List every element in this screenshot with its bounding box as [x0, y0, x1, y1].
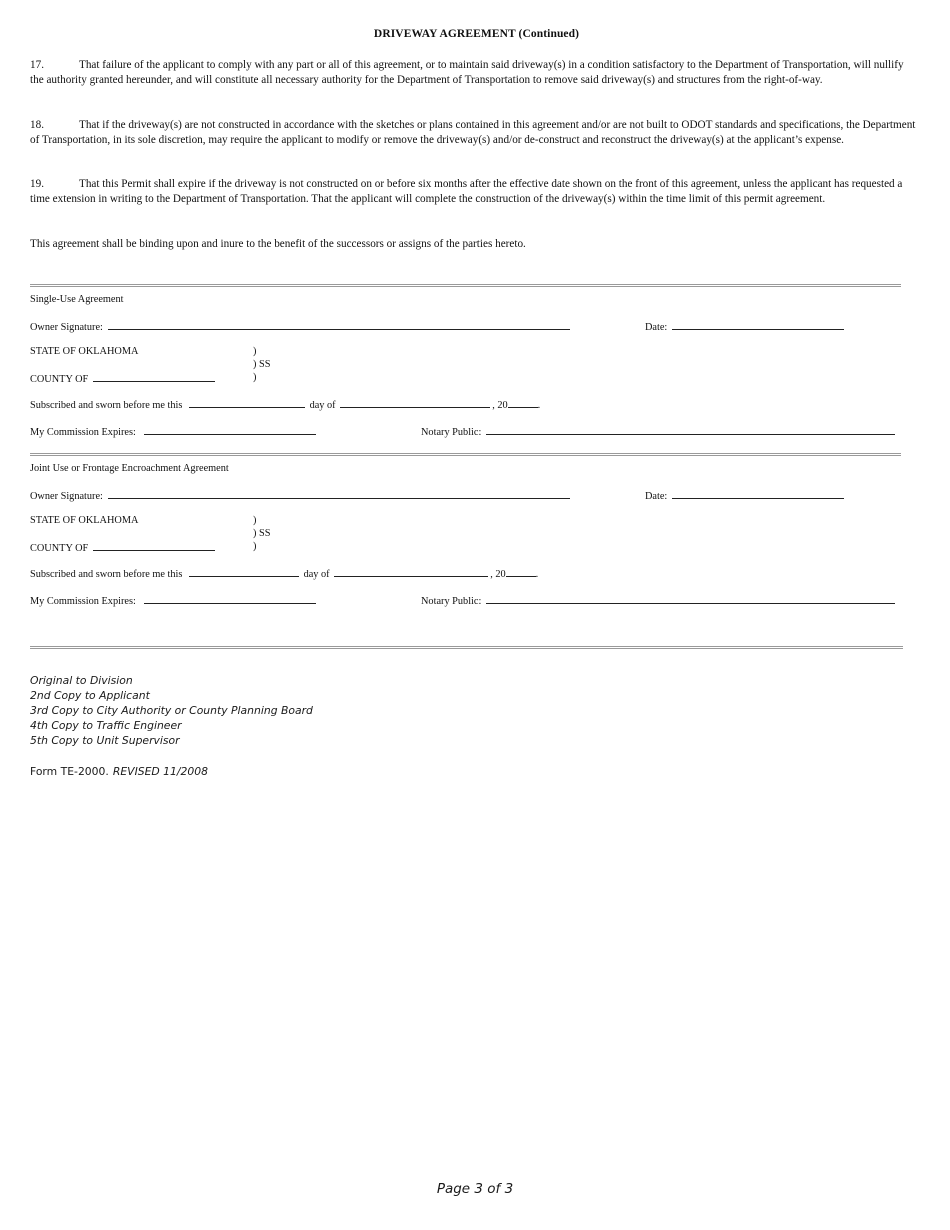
distribution-item: 2nd Copy to Applicant — [30, 689, 150, 702]
year-suffix: . — [537, 400, 541, 411]
subscribed-year-field[interactable] — [508, 397, 538, 408]
page-number: Page 3 of 3 — [436, 1181, 514, 1197]
county-row — [30, 371, 217, 386]
section-divider — [30, 453, 901, 456]
commission-label: My Commission Expires: — [30, 596, 136, 607]
county-field[interactable] — [93, 371, 215, 382]
date-row — [645, 319, 846, 334]
notary-row — [421, 593, 897, 608]
date-row — [645, 488, 846, 503]
ss-label: ) SS — [253, 359, 271, 370]
paragraph-number: 18. — [30, 119, 44, 131]
section-heading-single-use: Single-Use Agreement — [30, 294, 124, 305]
date-label: Date: — [645, 491, 668, 502]
paren-top: ) — [253, 515, 257, 526]
distribution-item: Original to Division — [30, 674, 133, 687]
county-field[interactable] — [93, 540, 215, 551]
notary-label: Notary Public: — [421, 596, 482, 607]
binding-clause: This agreement shall be binding upon and inure to the benefit of the successors or assigns of the parties hereto. — [30, 238, 526, 250]
section-heading-joint-use: Joint Use or Frontage Encroachment Agreement — [30, 463, 229, 474]
paragraph-17 — [30, 58, 916, 88]
notary-public-field[interactable] — [486, 593, 895, 604]
distribution-item: 3rd Copy to City Authority or County Planning Board — [30, 704, 313, 717]
distribution-item: 4th Copy to Traffic Engineer — [30, 719, 182, 732]
section-divider — [30, 284, 901, 287]
commission-row — [30, 593, 318, 608]
state-label: STATE OF OKLAHOMA — [30, 515, 139, 526]
county-row — [30, 540, 217, 555]
subscribed-row — [30, 566, 538, 581]
date-field[interactable] — [672, 319, 844, 330]
distribution-item: 5th Copy to Unit Supervisor — [30, 734, 180, 747]
distribution-list — [30, 673, 313, 748]
commission-expires-field[interactable] — [144, 593, 316, 604]
notary-label: Notary Public: — [421, 427, 482, 438]
form-revision: REVISED 11/2008 — [112, 765, 209, 778]
subscribed-label: Subscribed and sworn before me this — [30, 569, 183, 580]
day-of-label: day of — [309, 400, 336, 411]
county-label: COUNTY OF — [30, 543, 89, 554]
subscribed-day-field[interactable] — [189, 397, 305, 408]
year-prefix: , 20 — [492, 400, 508, 411]
county-label: COUNTY OF — [30, 374, 89, 385]
owner-signature-field[interactable] — [108, 488, 570, 499]
commission-label: My Commission Expires: — [30, 427, 136, 438]
date-label: Date: — [645, 322, 668, 333]
paren-bottom: ) — [253, 541, 257, 552]
paren-top: ) — [253, 346, 257, 357]
owner-signature-row — [30, 319, 572, 334]
form-identifier — [30, 765, 208, 778]
subscribed-year-field[interactable] — [506, 566, 536, 577]
year-prefix: , 20 — [490, 569, 506, 580]
owner-signature-field[interactable] — [108, 319, 570, 330]
subscribed-label: Subscribed and sworn before me this — [30, 400, 183, 411]
paragraph-number: 19. — [30, 178, 44, 190]
day-of-label: day of — [303, 569, 330, 580]
subscribed-month-field[interactable] — [334, 566, 488, 577]
subscribed-day-field[interactable] — [189, 566, 299, 577]
paragraph-number: 17. — [30, 59, 44, 71]
section-divider — [30, 646, 903, 649]
page-title: DRIVEWAY AGREEMENT (Continued) — [373, 28, 580, 40]
paragraph-text: That if the driveway(s) are not constructed in accordance with the sketches or plans contained in this agreement and/or are not built to ODOT standards and specifications, the Department of Transportation, in its sole discretion, may require the applicant to modify or remove the driveway(s) and/or de-construct and reconstruct the driveway(s) at the applicant’s expense. — [30, 119, 916, 147]
paragraph-text: That this Permit shall expire if the driveway is not constructed on or before six months after the effective date shown on the front of this agreement, unless the applicant has requested a time extension in writing to the Department of Transportation. That the applicant will complete the construction of the driveway(s) within the time limit of this permit agreement. — [30, 178, 903, 206]
owner-signature-row — [30, 488, 572, 503]
paren-bottom: ) — [253, 372, 257, 383]
ss-label: ) SS — [253, 528, 271, 539]
notary-public-field[interactable] — [486, 424, 895, 435]
commission-expires-field[interactable] — [144, 424, 316, 435]
paragraph-text: That failure of the applicant to comply with any part or all of this agreement, or to maintain said driveway(s) in a condition satisfactory to the Department of Transportation, will nullify the authority granted hereunder, and will constitute all necessary authority for the Department of Transportation to remove said driveway(s) and structures from the right-of-way. — [30, 59, 904, 87]
date-field[interactable] — [672, 488, 844, 499]
subscribed-month-field[interactable] — [340, 397, 490, 408]
owner-signature-label: Owner Signature: — [30, 322, 103, 333]
form-number: Form TE-2000. — [30, 765, 109, 778]
subscribed-row — [30, 397, 540, 412]
notary-row — [421, 424, 897, 439]
commission-row — [30, 424, 318, 439]
paragraph-18 — [30, 118, 916, 148]
state-label: STATE OF OKLAHOMA — [30, 346, 139, 357]
owner-signature-label: Owner Signature: — [30, 491, 103, 502]
year-suffix: . — [535, 569, 539, 580]
paragraph-19 — [30, 177, 916, 207]
